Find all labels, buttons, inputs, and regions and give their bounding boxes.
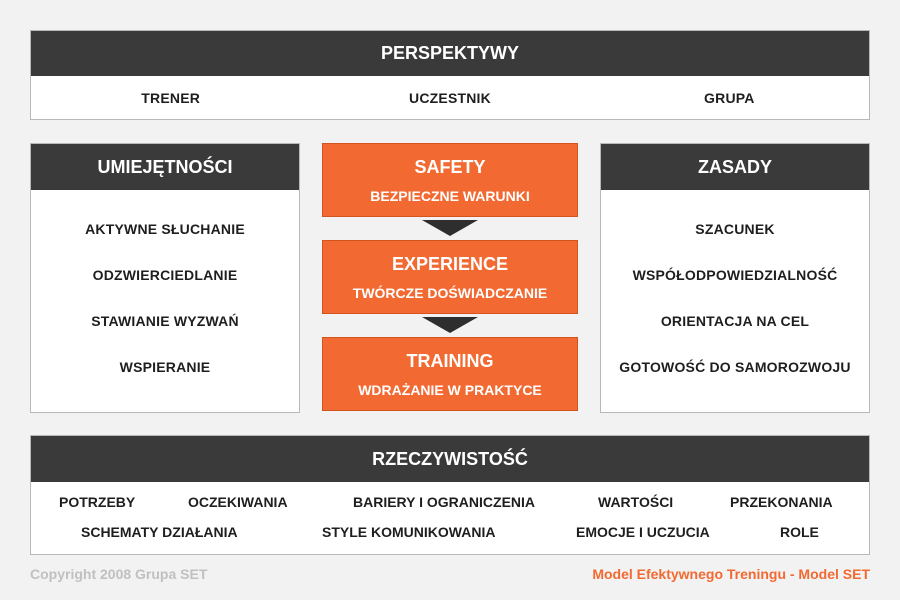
down-arrow-icon (422, 317, 478, 333)
rules-list (601, 190, 869, 404)
rule-item: WSPÓŁODPOWIEDZIALNOŚĆ (632, 267, 838, 283)
skill-item: AKTYWNE SŁUCHANIE (85, 221, 245, 237)
stage-safety (322, 143, 578, 217)
perspective-item: GRUPA (704, 89, 755, 106)
reality-item: WARTOŚCI (598, 494, 674, 510)
skills-list (31, 190, 299, 404)
reality-item: PRZEKONANIA (730, 494, 833, 510)
skill-item: ODZWIERCIEDLANIE (92, 267, 238, 283)
stage-subtitle: BEZPIECZNE WARUNKI (370, 188, 530, 204)
rule-item: GOTOWOŚĆ DO SAMOROZWOJU (619, 359, 851, 375)
skill-item: WSPIERANIE (119, 359, 211, 375)
reality-title: RZECZYWISTOŚĆ (31, 436, 869, 482)
reality-item: SCHEMATY DZIAŁANIA (81, 524, 238, 540)
skills-panel (30, 143, 300, 413)
stage-title: TRAINING (406, 351, 494, 371)
reality-item: ROLE (780, 524, 819, 540)
perspectives-list (31, 76, 869, 119)
perspectives-panel (30, 30, 870, 120)
rules-panel (600, 143, 870, 413)
stage-title: EXPERIENCE (391, 254, 509, 274)
stage-subtitle: WDRAŻANIE W PRAKTYCE (358, 382, 542, 398)
rule-item: ORIENTACJA NA CEL (660, 313, 810, 329)
perspective-item: TRENER (141, 89, 201, 106)
perspectives-title: PERSPEKTYWY (31, 31, 869, 76)
perspective-item: UCZESTNIK (409, 89, 491, 106)
stage-experience (322, 240, 578, 314)
rule-item: SZACUNEK (695, 221, 775, 237)
reality-item: STYLE KOMUNIKOWANIA (322, 524, 496, 540)
down-arrow-icon (422, 220, 478, 236)
skill-item: STAWIANIE WYZWAŃ (91, 313, 239, 329)
stage-training (322, 337, 578, 411)
reality-item: EMOCJE I UCZUCIA (576, 524, 710, 540)
reality-item: OCZEKIWANIA (188, 494, 288, 510)
reality-panel (30, 435, 870, 555)
model-name-text: Model Efektywnego Treningu - Model SET (592, 566, 870, 582)
rules-title: ZASADY (601, 144, 869, 190)
reality-item: POTRZEBY (59, 494, 136, 510)
stage-subtitle: TWÓRCZE DOŚWIADCZANIE (352, 285, 548, 301)
reality-item: BARIERY I OGRANICZENIA (353, 494, 536, 510)
stage-title: SAFETY (414, 157, 486, 177)
copyright-text: Copyright 2008 Grupa SET (30, 566, 208, 582)
skills-title: UMIEJĘTNOŚCI (31, 144, 299, 190)
